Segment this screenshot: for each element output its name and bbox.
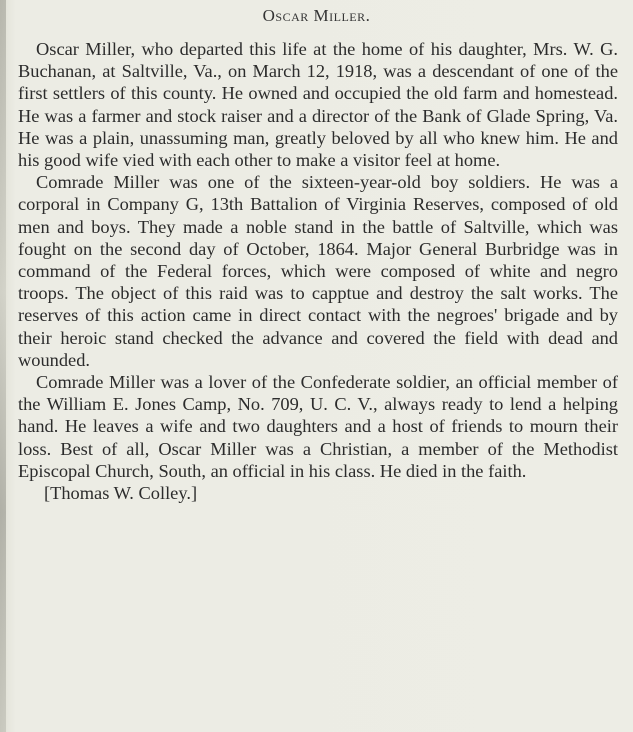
article-title: Oscar Miller. — [262, 6, 371, 25]
page-binding-edge — [0, 0, 6, 732]
paragraph-3: Comrade Miller was a lover of the Confederate soldier, an official member of the William E. Jones Camp, No. 709, U. C. V., always ready to lend a helping hand. He leaves a wife and two daughters and a host of friends to mourn their loss. Best of all, Oscar Miller was a Christian, a member of the Methodist Episcopal Church, South, an official in his class. He died in the faith. — [18, 372, 618, 481]
paragraph-2: Comrade Miller was one of the sixteen-year-old boy soldiers. He was a corporal in Company G, 13th Battalion of Virginia Reserves, composed of old men and boys. They made a noble stand in the battle of Saltville, which was fought on the second day of October, 1864. Major General Burbridge was in command of the Federal forces, which were composed of white and negro troops. The object of this raid was to capptue and destroy the salt works. The reserves of this action came in direct contact with the negroes' brigade and by their heroic stand checked the advance and covered the field with dead and wounded. — [18, 172, 618, 370]
paragraph-1: Oscar Miller, who departed this life at the home of his daughter, Mrs. W. G. Buchanan, at Saltville, Va., on March 12, 1918, was a descendant of one of the first settlers of this county. He owned and occupied the old farm and homestead. He was a farmer and stock raiser and a director of the Bank of Glade Spring, Va. He was a plain, unassuming man, greatly beloved by all who knew him. He and his good wife vied with each other to make a visitor feel at home. — [18, 39, 618, 171]
article-body — [18, 38, 618, 504]
author-signature: [Thomas W. Colley.] — [44, 483, 198, 504]
